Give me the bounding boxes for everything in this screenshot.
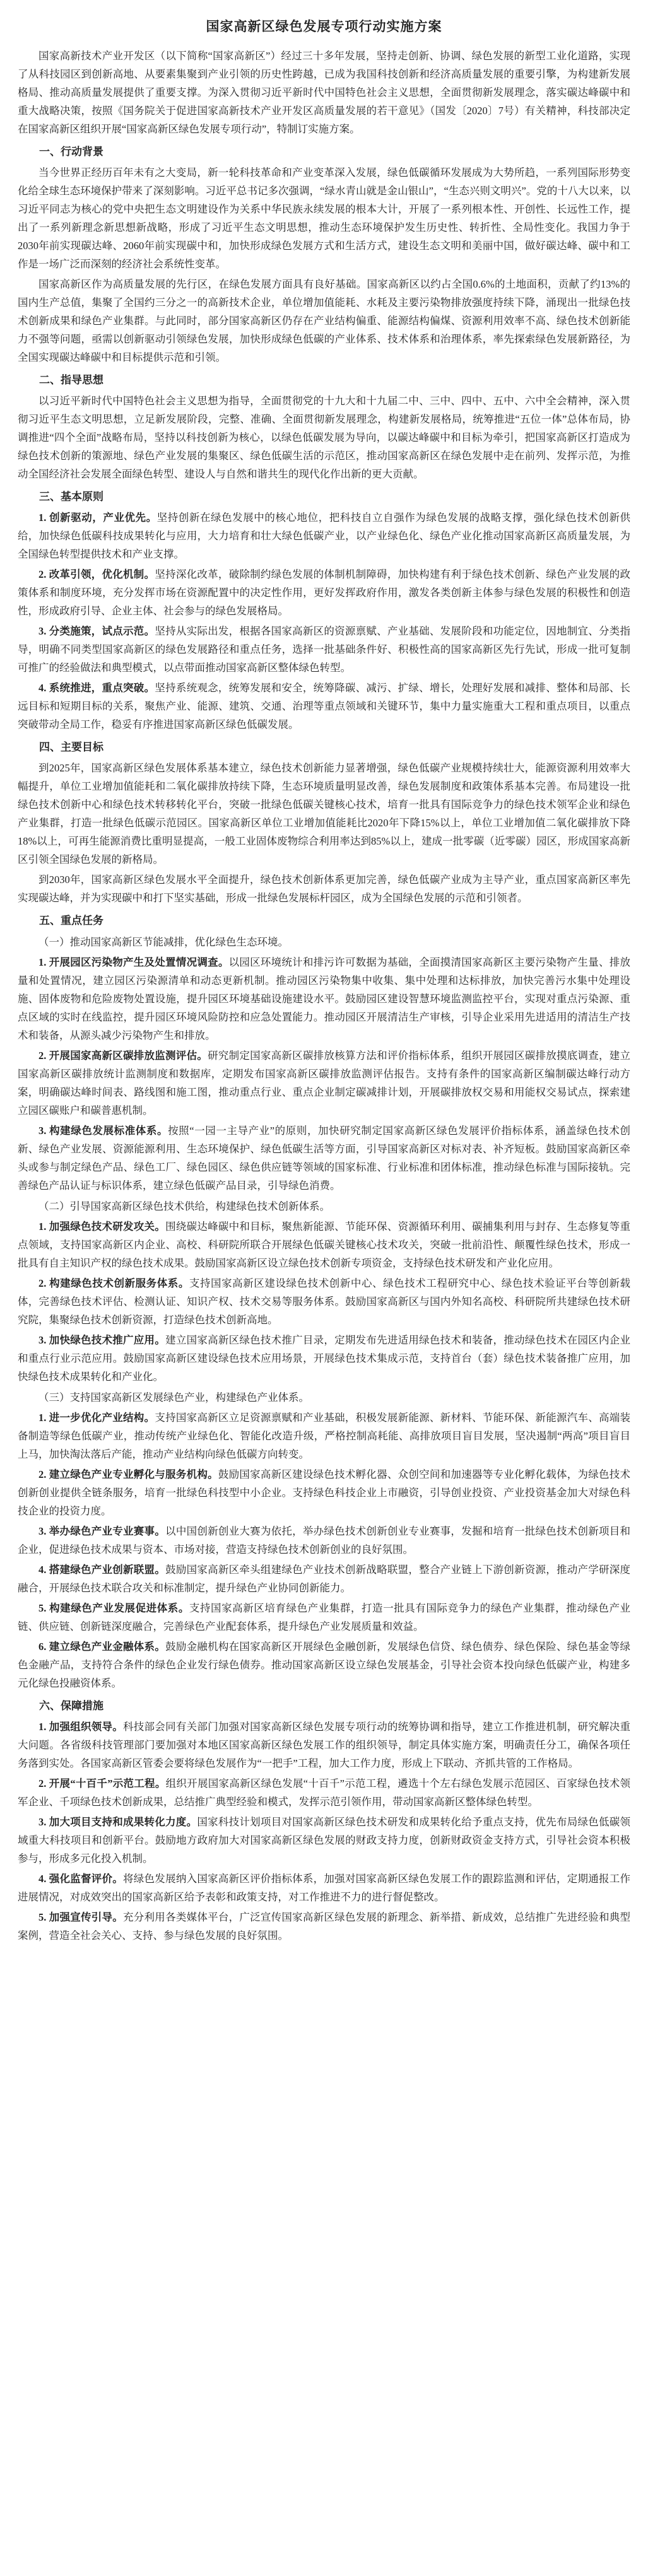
paragraph-text: 坚持系统观念，统筹发展和安全，统筹降碳、减污、扩绿、增长，处理好发展和减排、整体和局部、长远目标和短期目标的关系，聚焦产业、能源、建筑、交通、治理等重点领域和关键环节，集中力量实施重大工程和重点项目，以重点突破带动全局工作，稳妥有序推进国家高新区绿色低碳发展。 <box>18 682 631 730</box>
task-item <box>18 1522 630 1559</box>
section-paragraph <box>18 1908 630 1945</box>
subsection-heading: （二）引导国家高新区绿色技术供给，构建绿色技术创新体系。 <box>38 1200 330 1212</box>
task-item <box>18 1465 630 1520</box>
paragraph-lead: 2. 改革引领，优化机制。 <box>38 568 155 580</box>
section-paragraph: 当今世界正经历百年未有之大变局，新一轮科技革命和产业变革深入发展，绿色低碳循环发展成为大势所趋，一系列国际形势变化给全球生态环境保护带来了深刻影响。习近平总书记多次强调，“绿水青山就是金山银山”，“生态兴则文明兴”。党的十八大以来，以习近平同志为核心的党中央把生态文明建设作为关系中华民族永续发展的根本大计，开展了一系列根本性、开创性、长远性工作，提出了一系列新理念新思想新战略，形成了习近平生态文明思想，推动生态环境保护发生历史性、转折性、全局性变化。我国力争于2030年前实现碳达峰、2060年前实现碳中和，加快形成绿色发展方式和生活方式，建设生态文明和美丽中国，做好碳达峰、碳中和工作是一场广泛而深刻的经济社会系统性变革。 <box>18 167 630 270</box>
section-paragraph <box>18 1718 630 1772</box>
subsection-heading: （三）支持国家高新区发展绿色产业，构建绿色产业体系。 <box>38 1391 309 1403</box>
section-paragraph: 国家高新区作为高质量发展的先行区，在绿色发展方面具有良好基础。国家高新区以约占全国0.6%的土地面积，贡献了约13%的国内生产总值，集聚了全国约三分之一的高新技术企业，单位增加值能耗、水耗及主要污染物排放强度持续下降，涌现出一批绿色技术创新成果和绿色产业集群。与此同时，部分国家高新区仍存在产业结构偏重、能源结构偏煤、资源利用效率不高、绿色技术创新能力不强等问题，亟需以创新驱动引领绿色发展，加快形成绿色低碳的产业体系、技术体系和治理体系，率先探索绿色发展新路径，为全国实现碳达峰碳中和目标提供示范和引领。 <box>18 278 630 363</box>
paragraph-text: 鼓励国家高新区牵头组建绿色产业技术创新战略联盟，整合产业链上下游创新资源，推动产学研深度融合，开展绿色技术联合攻关和标准制定，提升绿色产业协同创新能力。 <box>18 1564 631 1594</box>
paragraph-text: 将绿色发展纳入国家高新区评价指标体系，加强对国家高新区绿色发展工作的跟踪监测和评估，定期通报工作进展情况，对成效突出的国家高新区给予表彰和政策支持，对工作推进不力的进行督促整改。 <box>18 1873 631 1903</box>
paragraph-text: 按照“一园一主导产业”的原则，加快研究制定国家高新区绿色发展评价指标体系，涵盖绿色技术创新、绿色产业发展、资源能源利用、生态环境保护、绿色低碳生活等方面，引导国家高新区对标对表、补齐短板。鼓励国家高新区牵头或参与制定绿色产品、绿色工厂、绿色园区、绿色供应链等领域的国家标准、行业标准和团体标准，推动绿色标准与国际接轨。完善绿色产品认证与标识体系，建立绿色低碳产品目录，引导绿色消费。 <box>18 1125 630 1191</box>
section-paragraph <box>18 1813 630 1868</box>
paragraph-lead: 1. 创新驱动，产业优先。 <box>38 512 157 524</box>
paragraph-text: 坚持深化改革，破除制约绿色发展的体制机制障碍，加快构建有利于绿色技术创新、绿色产业发展的政策体系和制度环境，充分发挥市场在资源配置中的决定性作用，更好发挥政府作用，激发各类创新主体参与绿色发展的积极性和创造性，形成政府引导、企业主体、社会参与的绿色发展格局。 <box>18 568 631 617</box>
section-paragraph <box>18 679 630 734</box>
task-item <box>18 1599 630 1636</box>
paragraph-lead: 4. 强化监督评价。 <box>38 1873 124 1885</box>
paragraph-text: 充分利用各类媒体平台，广泛宣传国家高新区绿色发展的新理念、新举措、新成效，总结推广先进经验和典型案例，营造全社会关心、支持、参与绿色发展的良好氛围。 <box>18 1911 631 1941</box>
paragraph-lead: 5. 加强宣传引导。 <box>38 1911 124 1923</box>
section-heading: 五、重点任务 <box>39 915 103 927</box>
task-item <box>18 1046 630 1120</box>
paragraph-text: 组织开展国家高新区绿色发展“十百千”示范工程，遴选十个左右绿色发展示范园区、百家绿色技术领军企业、千项绿色技术创新成果，总结推广典型经验和模式，发挥示范引领作用，带动国家高新区整体绿色转型。 <box>18 1777 631 1808</box>
document-body <box>18 142 630 1945</box>
paragraph-text: 支持国家高新区立足资源禀赋和产业基础，积极发展新能源、新材料、节能环保、新能源汽车、高端装备制造等绿色低碳产业，推动传统产业绿色化、智能化改造升级，严格控制高耗能、高排放项目盲目发展，坚决遏制“两高”项目盲目上马，加快淘汰落后产能，推动产业结构向绿色低碳方向转变。 <box>18 1412 631 1460</box>
section-paragraph <box>18 622 630 677</box>
paragraph-lead: 3. 举办绿色产业专业赛事。 <box>38 1525 166 1537</box>
section-heading: 二、指导思想 <box>39 374 103 386</box>
paragraph-lead: 3. 加大项目支持和成果转化力度。 <box>38 1816 197 1828</box>
task-item <box>18 1560 630 1597</box>
paragraph-text: 坚持创新在绿色发展中的核心地位，把科技自立自强作为绿色发展的战略支撑，强化绿色技术创新供给，加快绿色低碳科技成果转化与应用，大力培育和壮大绿色低碳产业，以产业绿色化、绿色产业化推动国家高新区高质量发展，为全国绿色转型提供技术和产业支撑。 <box>18 512 631 560</box>
paragraph-text: 科技部会同有关部门加强对国家高新区绿色发展专项行动的统筹协调和指导，建立工作推进机制，研究解决重大问题。各省级科技管理部门要加强对本地区国家高新区绿色发展工作的组织领导，制定具体实施方案，明确责任分工，确保各项任务落到实处。各国家高新区管委会要将绿色发展作为“一把手”工程，加大工作力度，形成上下联动、齐抓共管的工作格局。 <box>18 1721 631 1769</box>
task-item <box>18 1331 630 1386</box>
task-item <box>18 1408 630 1463</box>
paragraph-lead: 5. 构建绿色产业发展促进体系。 <box>38 1602 189 1614</box>
section-paragraph <box>18 1774 630 1811</box>
paragraph-text: 国家科技计划项目对国家高新区绿色技术研发和成果转化给予重点支持，优先布局绿色低碳领域重大科技项目和创新平台。鼓励地方政府加大对国家高新区绿色发展的财政支持力度，创新财政资金支持方式，引导社会资本积极参与，形成多元化投入机制。 <box>18 1816 631 1865</box>
paragraph-lead: 3. 构建绿色发展标准体系。 <box>38 1125 168 1137</box>
paragraph-lead: 1. 进一步优化产业结构。 <box>38 1412 155 1424</box>
paragraph-text: 鼓励国家高新区建设绿色技术孵化器、众创空间和加速器等专业化孵化载体，为绿色技术创新创业提供全链条服务，培育一批绿色科技型中小企业。支持绿色科技企业上市融资，引导创业投资、产业投资基金加大对绿色科技企业的投资力度。 <box>18 1468 631 1517</box>
section-paragraph <box>18 508 630 563</box>
paragraph-text: 以中国创新创业大赛为依托，举办绿色技术创新创业专业赛事，发掘和培育一批绿色技术创新项目和企业，促进绿色技术成果与资本、市场对接，营造支持绿色技术创新创业的良好氛围。 <box>18 1525 631 1555</box>
task-item <box>18 953 630 1045</box>
task-item <box>18 1274 630 1329</box>
subsection-heading: （一）推动国家高新区节能减排，优化绿色生态环境。 <box>38 936 288 948</box>
paragraph-lead: 3. 加快绿色技术推广应用。 <box>38 1334 166 1346</box>
section-paragraph: 以习近平新时代中国特色社会主义思想为指导，全面贯彻党的十九大和十九届二中、三中、四中、五中、六中全会精神，深入贯彻习近平生态文明思想，立足新发展阶段，完整、准确、全面贯彻新发展理念，构建新发展格局，统筹推进“五位一体”总体布局，协调推进“四个全面”战略布局，坚持以科技创新为核心，以绿色低碳发展为导向，以碳达峰碳中和目标为牵引，把国家高新区打造成为绿色技术创新的策源地、绿色产业发展的集聚区、绿色低碳生活的示范区，推动国家高新区在绿色发展中走在前列、发挥示范，为推动全国经济社会发展全面绿色转型、建设人与自然和谐共生的现代化作出新的更大贡献。 <box>18 395 630 480</box>
task-item <box>18 1217 630 1272</box>
paragraph-lead: 2. 建立绿色产业专业孵化与服务机构。 <box>38 1468 218 1480</box>
document-title: 国家高新区绿色发展专项行动实施方案 <box>206 19 442 34</box>
section-paragraph: 到2025年，国家高新区绿色发展体系基本建立，绿色技术创新能力显著增强，绿色低碳产业规模持续壮大，能源资源利用效率大幅提升，单位工业增加值能耗和二氧化碳排放持续下降，生态环境质量明显改善，绿色发展制度和政策体系基本完善。布局建设一批绿色技术创新中心和绿色技术转移转化平台，突破一批绿色低碳关键核心技术，培育一批具有国际竞争力的绿色技术领军企业和绿色产业集群，打造一批绿色低碳示范园区。国家高新区单位工业增加值能耗比2020年下降15%以上，单位工业增加值二氧化碳排放下降18%以上，可再生能源消费比重明显提高，一般工业固体废物综合利用率达到85%以上，建成一批零碳（近零碳）园区，形成国家高新区引领全国绿色发展的新格局。 <box>18 762 630 865</box>
task-item <box>18 1637 630 1692</box>
section-paragraph <box>18 565 630 620</box>
paragraph-lead: 4. 搭建绿色产业创新联盟。 <box>38 1564 166 1576</box>
section-heading: 三、基本原则 <box>39 491 103 503</box>
section-paragraph <box>18 1870 630 1906</box>
intro-paragraph: 国家高新技术产业开发区（以下简称“国家高新区”）经过三十多年发展，坚持走创新、协调、绿色发展的新型工业化道路，实现了从科技园区到创新高地、从要素集聚到产业引领的历史性跨越，已成为我国科技创新和经济高质量发展的重要引擎，为构建新发展格局、推动高质量发展提供了重要支撑。为深入贯彻习近平新时代中国特色社会主义思想，全面贯彻新发展理念，落实碳达峰碳中和重大战略决策，按照《国务院关于促进国家高新技术产业开发区高质量发展的若干意见》（国发〔2020〕7号）有关精神，科技部决定在国家高新区组织开展“国家高新区绿色发展专项行动”，特制订实施方案。 <box>18 50 630 135</box>
paragraph-text: 建立国家高新区绿色技术推广目录，定期发布先进适用绿色技术和装备，推动绿色技术在园区内企业和重点行业示范应用。鼓励国家高新区建设绿色技术应用场景，开展绿色技术集成示范，支持首台（套）绿色技术装备推广应用，加快绿色技术成果转化和产业化。 <box>18 1334 631 1383</box>
paragraph-text: 鼓励金融机构在国家高新区开展绿色金融创新，发展绿色信贷、绿色债券、绿色保险、绿色基金等绿色金融产品，支持符合条件的绿色企业发行绿色债券。推动国家高新区设立绿色发展基金，引导社会资本投向绿色低碳产业，构建多元化绿色投融资体系。 <box>18 1641 631 1689</box>
paragraph-lead: 2. 开展国家高新区碳排放监测评估。 <box>38 1050 208 1062</box>
section-heading: 一、行动背景 <box>39 146 103 158</box>
paragraph-lead: 1. 加强绿色技术研发攻关。 <box>38 1221 166 1232</box>
section-heading: 四、主要目标 <box>39 741 103 753</box>
paragraph-lead: 3. 分类施策，试点示范。 <box>38 625 155 637</box>
task-item <box>18 1121 630 1195</box>
paragraph-lead: 1. 加强组织领导。 <box>38 1721 124 1733</box>
paragraph-text: 支持国家高新区培育绿色产业集群，打造一批具有国际竞争力的绿色产业集群，推动绿色产业链、供应链、创新链深度融合，完善绿色产业配套体系，提升绿色产业发展质量和效益。 <box>18 1602 631 1632</box>
paragraph-lead: 6. 建立绿色产业金融体系。 <box>38 1641 166 1653</box>
paragraph-lead: 2. 构建绿色技术创新服务体系。 <box>38 1277 189 1289</box>
section-heading: 六、保障措施 <box>39 1700 103 1712</box>
paragraph-text: 支持国家高新区建设绿色技术创新中心、绿色技术工程研究中心、绿色技术验证平台等创新载体，完善绿色技术评估、检测认证、知识产权、技术交易等服务体系。鼓励国家高新区与国内外知名高校、科研院所共建绿色技术研究院，集聚绿色技术创新资源，打造绿色技术创新高地。 <box>18 1277 631 1326</box>
paragraph-lead: 4. 系统推进，重点突破。 <box>38 682 155 694</box>
paragraph-text: 研究制定国家高新区碳排放核算方法和评价指标体系，组织开展园区碳排放摸底调查，建立国家高新区碳排放统计监测制度和数据库，定期发布国家高新区碳排放监测评估报告。支持有条件的国家高新区编制碳达峰行动方案，明确碳达峰时间表、路线图和施工图，推动重点行业、重点企业制定碳减排计划，开展碳排放权交易和用能权交易试点，探索建立园区碳账户和碳普惠机制。 <box>18 1050 631 1116</box>
paragraph-text: 围绕碳达峰碳中和目标，聚焦新能源、节能环保、资源循环利用、碳捕集利用与封存、生态修复等重点领域，支持国家高新区内企业、高校、科研院所联合开展绿色低碳关键核心技术攻关，突破一批前沿性、颠覆性绿色技术，形成一批具有自主知识产权的绿色技术成果。鼓励国家高新区设立绿色技术创新专项资金，支持绿色技术研发和产业化应用。 <box>18 1221 631 1269</box>
section-paragraph: 到2030年，国家高新区绿色发展水平全面提升，绿色技术创新体系更加完善，绿色低碳产业成为主导产业，重点国家高新区率先实现碳达峰，并为实现碳中和打下坚实基础，形成一批绿色发展标杆园区，成为全国绿色发展的示范和引领者。 <box>18 874 630 904</box>
paragraph-text: 以园区环境统计和排污许可数据为基础，全面摸清国家高新区主要污染物产生量、排放量和处置情况，建立园区污染源清单和动态更新机制。推动园区污染物集中收集、集中处理和达标排放，加快完善污水集中处理设施、固体废物和危险废物处置设施，提升园区环境基础设施建设水平。鼓励园区建设智慧环境监测监控平台，实现对重点污染源、重点区域的实时在线监控，提升园区环境风险防控和应急处置能力。推动园区开展清洁生产审核，引导企业采用先进适用的清洁生产技术和装备，从源头减少污染物产生和排放。 <box>18 956 631 1041</box>
paragraph-lead: 1. 开展园区污染物产生及处置情况调查。 <box>38 956 229 968</box>
paragraph-text: 坚持从实际出发，根据各国家高新区的资源禀赋、产业基础、发展阶段和功能定位，因地制宜、分类指导，明确不同类型国家高新区的绿色发展路径和重点任务，选择一批基础条件好、积极性高的国家高新区先行先试，形成一批可复制可推广的经验做法和典型模式，以点带面推动国家高新区整体绿色转型。 <box>18 625 631 674</box>
paragraph-lead: 2. 开展“十百千”示范工程。 <box>38 1777 166 1789</box>
